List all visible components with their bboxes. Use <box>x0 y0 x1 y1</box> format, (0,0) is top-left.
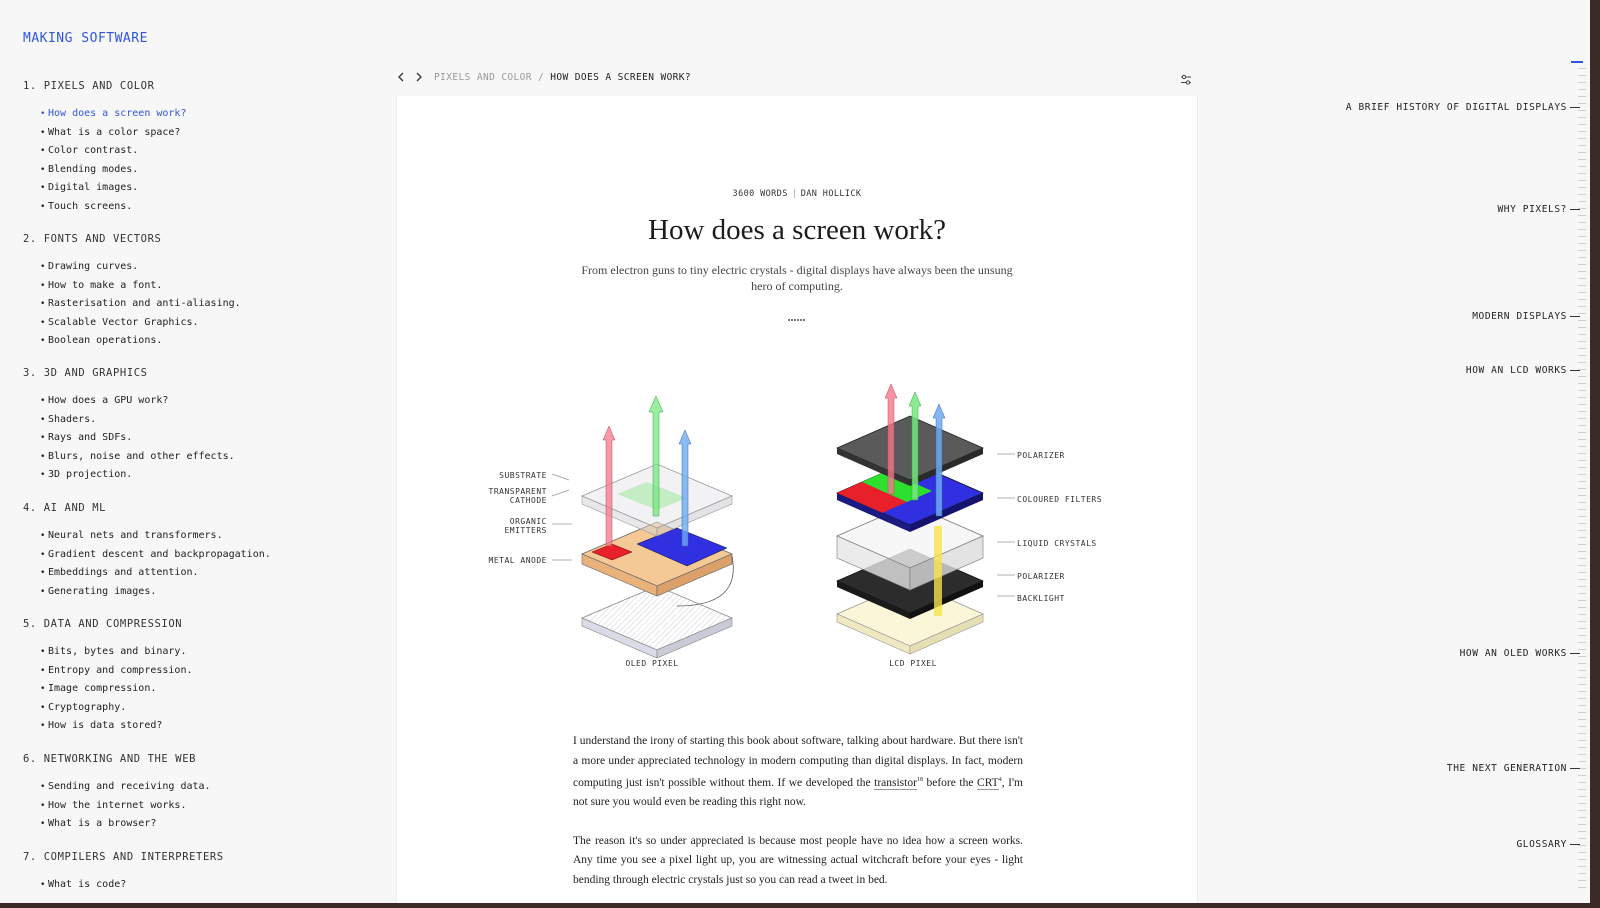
bullet-icon: • <box>40 262 46 272</box>
window-frame-bottom <box>0 903 1600 908</box>
bullet-icon: • <box>40 433 46 443</box>
sidebar-item-label: Touch screens. <box>48 200 133 212</box>
article-meta <box>397 189 1197 199</box>
bullet-icon: • <box>40 647 46 657</box>
sidebar-item-label: 3D projection. <box>48 469 133 480</box>
bullet-icon: • <box>40 109 46 119</box>
sidebar-item-label: What is code? <box>48 879 127 890</box>
chapter-heading[interactable]: 1. PIXELS AND COLOR <box>23 80 155 92</box>
sidebar-item[interactable] <box>40 127 180 138</box>
bullet-icon: • <box>40 451 46 462</box>
sidebar-item[interactable] <box>40 646 186 657</box>
bullet-icon: • <box>40 531 46 541</box>
toc-item[interactable]: THE NEXT GENERATION <box>1447 763 1580 774</box>
page-subtitle: From electron guns to tiny electric crystals - digital displays have always been the unsung hero of computing. <box>581 263 1013 293</box>
sidebar <box>0 0 380 903</box>
toc-item[interactable]: HOW AN LCD WORKS <box>1466 365 1580 376</box>
sidebar-item[interactable] <box>40 720 162 731</box>
label-transparent-cathode: TRANSPARENT CATHODE <box>488 487 547 505</box>
bullet-icon: • <box>40 299 46 309</box>
sidebar-item-label: Gradient descent and backpropagation. <box>48 548 271 560</box>
bullet-icon: • <box>40 127 46 138</box>
sidebar-item[interactable] <box>40 164 138 175</box>
chapter-heading[interactable]: 7. COMPILERS AND INTERPRETERS <box>23 851 224 863</box>
sidebar-item-label: Boolean operations. <box>48 335 163 346</box>
bullet-icon: • <box>40 183 46 193</box>
bullet-icon: • <box>40 800 46 811</box>
sidebar-item[interactable] <box>40 879 126 890</box>
paragraph-text: before the <box>922 776 978 789</box>
sidebar-item[interactable] <box>40 280 162 291</box>
toc-item[interactable]: WHY PIXELS? <box>1497 204 1580 215</box>
sidebar-item-label: How does a screen work? <box>48 108 187 119</box>
sidebar-item[interactable] <box>40 567 199 578</box>
label-metal-anode: METAL ANODE <box>488 556 547 565</box>
sidebar-item-label: Image compression. <box>48 683 157 694</box>
label-backlight: BACKLIGHT <box>1017 594 1065 603</box>
author[interactable]: DAN HOLLICK <box>800 189 862 199</box>
sidebar-item[interactable] <box>40 298 241 309</box>
paragraph: The reason it's so under appreciated is because most people have no idea how a screen works. Any time you see a pixel light up, you are witnessing actual witchcraft before your eyes - light bending through electric crystals just so you can read a tweet in bed. <box>573 834 1023 886</box>
bullet-icon: • <box>40 880 46 890</box>
bullet-icon: • <box>40 414 46 425</box>
sidebar-item-label: Rasterisation and anti-aliasing. <box>48 298 241 309</box>
sidebar-item-label: Blending modes. <box>48 163 139 175</box>
breadcrumb <box>434 72 691 83</box>
bullet-icon: • <box>40 336 46 346</box>
bullet-icon: • <box>40 146 46 156</box>
bullet-icon: • <box>40 568 46 578</box>
label-coloured-filters: COLOURED FILTERS <box>1017 495 1103 504</box>
chevron-left-icon[interactable] <box>396 70 406 87</box>
sidebar-item-label: Generating images. <box>48 585 157 597</box>
top-bar <box>396 70 1196 90</box>
paragraph <box>573 732 1023 813</box>
sidebar-item[interactable] <box>40 182 138 193</box>
sidebar-item-label: Entropy and compression. <box>48 664 193 676</box>
bullet-icon: • <box>40 201 46 212</box>
sidebar-item[interactable] <box>40 395 168 406</box>
sidebar-item[interactable] <box>40 335 162 346</box>
sidebar-item-label: Sending and receiving data. <box>48 781 211 792</box>
sidebar-item[interactable] <box>40 818 156 829</box>
page-title: How does a screen work? <box>648 214 946 246</box>
sidebar-item[interactable] <box>40 261 138 272</box>
toc-item[interactable]: GLOSSARY <box>1516 839 1580 850</box>
sidebar-item[interactable] <box>40 683 156 694</box>
sidebar-item[interactable] <box>40 145 138 156</box>
sidebar-item[interactable] <box>40 549 271 560</box>
display-diagram <box>497 376 1117 676</box>
article-body <box>573 732 1023 903</box>
footnote-ref[interactable]: 4 <box>998 777 1002 783</box>
sidebar-item-label: Neural nets and transformers. <box>48 530 223 541</box>
caption-oled-pixel: OLED PIXEL <box>625 659 679 668</box>
sidebar-item-label: How the internet works. <box>48 799 187 811</box>
sidebar-item-label: Rays and SDFs. <box>48 432 133 443</box>
bullet-icon: • <box>40 684 46 694</box>
chapter-heading[interactable]: 5. DATA AND COMPRESSION <box>23 618 183 630</box>
sidebar-item[interactable] <box>40 414 96 425</box>
bullet-icon: • <box>40 470 46 480</box>
breadcrumb-current: HOW DOES A SCREEN WORK? <box>550 72 692 83</box>
label-polarizer-top: POLARIZER <box>1017 451 1065 460</box>
brand-title[interactable]: MAKING SOFTWARE <box>23 31 148 46</box>
bullet-icon: • <box>40 782 46 792</box>
bullet-icon: • <box>40 586 46 597</box>
caption-lcd-pixel: LCD PIXEL <box>889 659 937 668</box>
sidebar-item[interactable] <box>40 800 186 811</box>
sidebar-item[interactable] <box>40 665 193 676</box>
article-card <box>396 96 1198 903</box>
chapter-heading[interactable]: 3. 3D AND GRAPHICS <box>23 367 148 379</box>
sidebar-item-label: How is data stored? <box>48 720 163 731</box>
sidebar-item-label: How to make a font. <box>48 279 163 291</box>
bullet-icon: • <box>40 317 46 328</box>
paragraph-text: , I'm not sure you would even be reading this right now. <box>573 776 1023 809</box>
sidebar-item[interactable] <box>40 201 132 212</box>
sliders-icon[interactable] <box>1180 71 1192 90</box>
toc-item[interactable]: MODERN DISPLAYS <box>1472 311 1580 322</box>
sidebar-item-label: Shaders. <box>48 413 97 425</box>
chevron-right-icon[interactable] <box>414 70 424 87</box>
sidebar-item-label: Bits, bytes and binary. <box>48 646 187 657</box>
sidebar-item-label: Drawing curves. <box>48 261 139 272</box>
sidebar-item-label: How does a GPU work? <box>48 395 169 406</box>
sidebar-item[interactable] <box>40 317 199 328</box>
sidebar-item-label: What is a browser? <box>48 818 157 829</box>
chapter-heading[interactable]: 2. FONTS AND VECTORS <box>23 233 162 245</box>
bullet-icon: • <box>40 549 46 560</box>
bullet-icon: • <box>40 280 46 291</box>
sidebar-item[interactable] <box>40 451 235 462</box>
sidebar-item[interactable] <box>40 702 126 713</box>
paragraph-text: I understand the irony of starting this book about software, talking about hardware. But there isn't a more under appreciated technology in modern computing than digital displays. In fact, modern computing just isn't possible without them. If we developed the <box>573 735 1023 789</box>
word-count: 3600 WORDS <box>732 189 788 199</box>
label-liquid-crystals: LIQUID CRYSTALS <box>1017 539 1097 548</box>
sidebar-item-label: Cryptography. <box>48 701 127 713</box>
meta-separator <box>794 189 795 198</box>
sidebar-item[interactable] <box>40 432 132 443</box>
link-transistor[interactable]: transistor <box>874 776 917 789</box>
footnote-ref[interactable]: 18 <box>916 777 923 783</box>
bullet-icon: • <box>40 819 46 829</box>
chapter-heading[interactable]: 4. AI AND ML <box>23 502 107 514</box>
section-divider <box>788 319 806 321</box>
breadcrumb-separator: / <box>538 72 545 83</box>
link-crt[interactable]: CRT <box>977 776 999 789</box>
label-organic-emitters: ORGANIC EMITTERS <box>504 517 547 535</box>
sidebar-item[interactable] <box>40 108 186 119</box>
toc-item[interactable]: A BRIEF HISTORY OF DIGITAL DISPLAYS <box>1346 102 1580 113</box>
bullet-icon: • <box>40 665 46 676</box>
sidebar-item[interactable] <box>40 781 211 792</box>
bullet-icon: • <box>40 702 46 713</box>
sidebar-item-label: Scalable Vector Graphics. <box>48 316 199 328</box>
oled-diagram <box>552 396 733 658</box>
toc-active-indicator <box>1571 61 1583 63</box>
chapter-heading[interactable]: 6. NETWORKING AND THE WEB <box>23 753 197 765</box>
lcd-diagram <box>837 384 1015 654</box>
sidebar-item[interactable] <box>40 469 132 480</box>
bullet-icon: • <box>40 396 46 406</box>
sidebar-item[interactable] <box>40 530 223 541</box>
sidebar-item-label: What is a color space? <box>48 126 181 138</box>
label-polarizer-bottom: POLARIZER <box>1017 572 1065 581</box>
label-substrate: SUBSTRATE <box>499 471 547 480</box>
bullet-icon: • <box>40 164 46 175</box>
toc-item[interactable]: HOW AN OLED WORKS <box>1460 648 1580 659</box>
sidebar-item[interactable] <box>40 586 156 597</box>
breadcrumb-parent[interactable]: PIXELS AND COLOR <box>434 72 532 83</box>
sidebar-item-label: Color contrast. <box>48 145 139 156</box>
sidebar-item-label: Digital images. <box>48 182 139 193</box>
sidebar-item-label: Embeddings and attention. <box>48 567 199 578</box>
bullet-icon: • <box>40 721 46 731</box>
sidebar-item-label: Blurs, noise and other effects. <box>48 450 235 462</box>
